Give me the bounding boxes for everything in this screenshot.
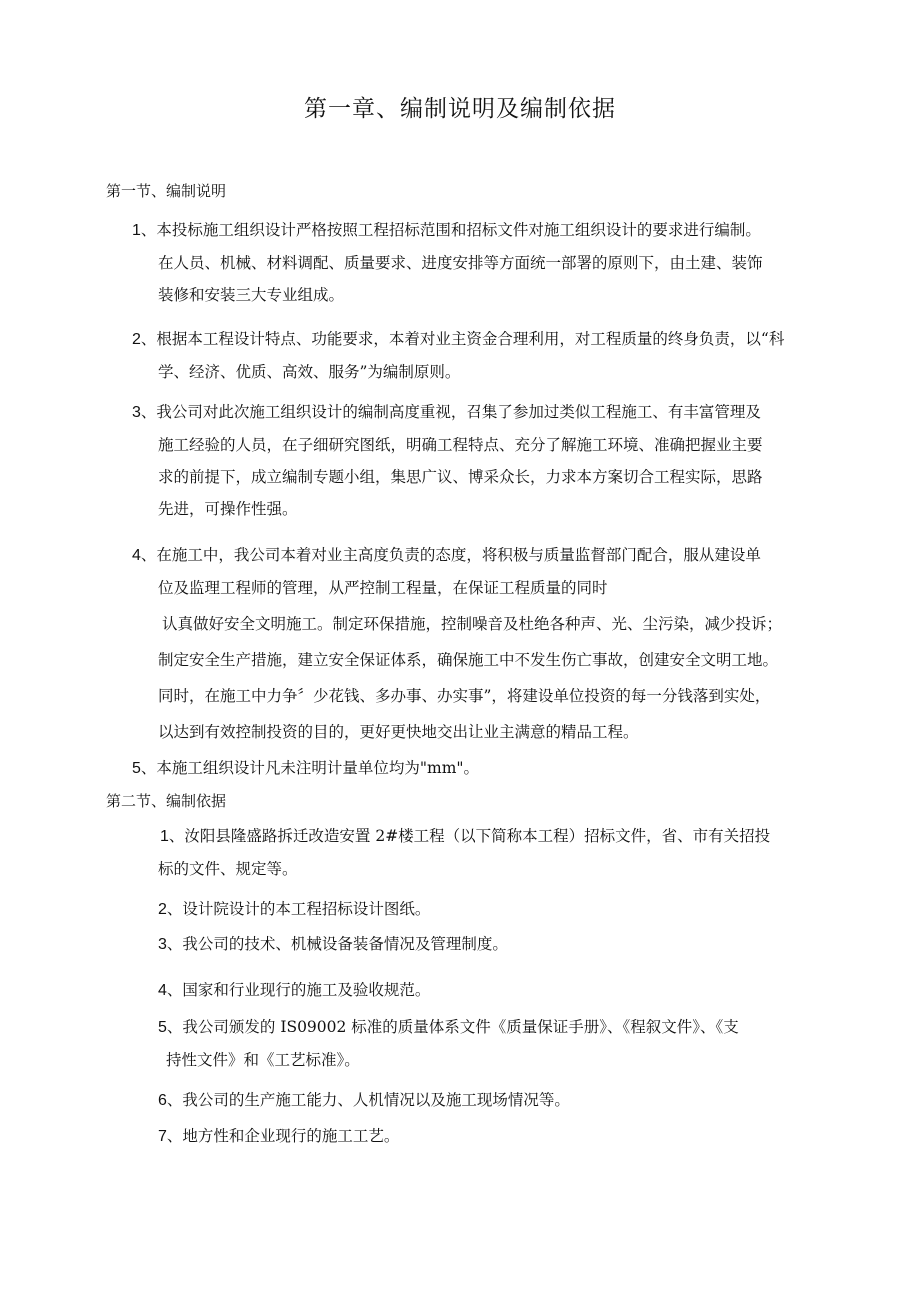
paragraph-line: 以达到有效控制投资的目的，更好更快地交出让业主满意的精品工程。 (158, 723, 639, 741)
item-number: 7 (158, 1128, 167, 1145)
paragraph-line: 认真做好安全文明施工。制定环保措施，控制噪音及杜绝各种声、光、尘污染，减少投诉； (162, 615, 783, 633)
paragraph-line: 求的前提下，成立编制专题小组，集思广议、博采众长，力求本方案切合工程实际，思路 (158, 468, 763, 486)
paragraph-line: 、本投标施工组织设计严格按照工程招标范围和招标文件对施工组织设计的要求进行编制。 (140, 221, 761, 239)
item-number: 1 (160, 828, 169, 845)
section-heading-1: 第一节、编制说明 (106, 182, 227, 200)
paragraph-line: 、国家和行业现行的施工及验收规范。 (166, 981, 431, 999)
item-number: 2 (132, 331, 141, 348)
paragraph-line: 同时，在施工中力争〞少花钱、多办事、办实事”，将建设单位投资的每一分钱落到实处， (158, 687, 771, 705)
paragraph-2-1 (160, 820, 770, 885)
paragraph-2-4 (158, 974, 430, 1007)
paragraph-line: 、在施工中，我公司本着对业主高度负责的态度，将积极与质量监督部门配合，服从建设单 (140, 546, 761, 564)
paragraph-line: 装修和安装三大专业组成。 (158, 286, 345, 304)
item-number: 5 (132, 760, 141, 777)
paragraph-line: 、根据本工程设计特点、功能要求，本着对业主资金合理利用，对工程质量的终身负责，以“科 (140, 330, 785, 348)
paragraph-line: 、我公司对此次施工组织设计的编制高度重视，召集了参加过类似工程施工、有丰富管理及 (140, 403, 761, 421)
paragraph-line: 、设计院设计的本工程招标设计图纸。 (166, 900, 431, 918)
paragraph-line: 标的文件、规定等。 (158, 860, 298, 878)
paragraph-1-2 (132, 323, 784, 388)
paragraph-line: 、我公司颁发的 IS09002 标准的质量体系文件《质量保证手册》、《程叙文件》、《支 (166, 1018, 739, 1036)
item-number: 2 (158, 901, 167, 918)
paragraph-2-5 (158, 1011, 739, 1076)
paragraph-line: 、本施工组织设计凡未注明计量单位均为"mm"。 (140, 759, 480, 777)
paragraph-2-7 (158, 1120, 399, 1153)
paragraph-2-2 (158, 893, 430, 926)
paragraph-1-1 (132, 214, 763, 311)
paragraph-1-4-continued (158, 606, 782, 750)
item-number: 6 (158, 1092, 167, 1109)
chapter-title: 第一章、编制说明及编制依据 (304, 96, 616, 122)
paragraph-line: 位及监理工程师的管理，从严控制工程量，在保证工程质量的同时 (158, 579, 608, 597)
paragraph-line: 在人员、机械、材料调配、质量要求、进度安排等方面统一部署的原则下，由土建、装饰 (158, 254, 763, 272)
item-number: 5 (158, 1019, 167, 1036)
item-number: 4 (158, 982, 167, 999)
item-number: 3 (158, 936, 167, 953)
item-number: 4 (132, 547, 141, 564)
paragraph-line: 学、经济、优质、高效、服务”为编制原则。 (158, 363, 461, 381)
section-heading-2: 第二节、编制依据 (106, 792, 227, 810)
paragraph-line: 、汝阳县隆盛路拆迁改造安置 2#楼工程（以下简称本工程）招标文件，省、市有关招投 (168, 827, 771, 845)
paragraph-1-3 (132, 396, 763, 525)
paragraph-line: 、我公司的技术、机械设备装备情况及管理制度。 (166, 935, 508, 953)
paragraph-2-6 (158, 1084, 570, 1117)
paragraph-line: 持性文件》和《工艺标准》。 (166, 1051, 360, 1069)
paragraph-2-3 (158, 928, 508, 961)
item-number: 1 (132, 222, 141, 239)
paragraph-line: 施工经验的人员，在子细研究图纸，明确工程特点、充分了解施工环境、准确把握业主要 (158, 436, 763, 454)
paragraph-line: 先进，可操作性强。 (158, 500, 298, 518)
paragraph-1-5 (132, 752, 479, 785)
paragraph-line: 、我公司的生产施工能力、人机情况以及施工现场情况等。 (166, 1091, 570, 1109)
paragraph-line: 制定安全生产措施，建立安全保证体系，确保施工中不发生伤亡事故，创建安全文明工地。 (158, 651, 779, 669)
paragraph-line: 、地方性和企业现行的施工工艺。 (166, 1127, 400, 1145)
paragraph-1-4 (132, 539, 761, 604)
item-number: 3 (132, 404, 141, 421)
